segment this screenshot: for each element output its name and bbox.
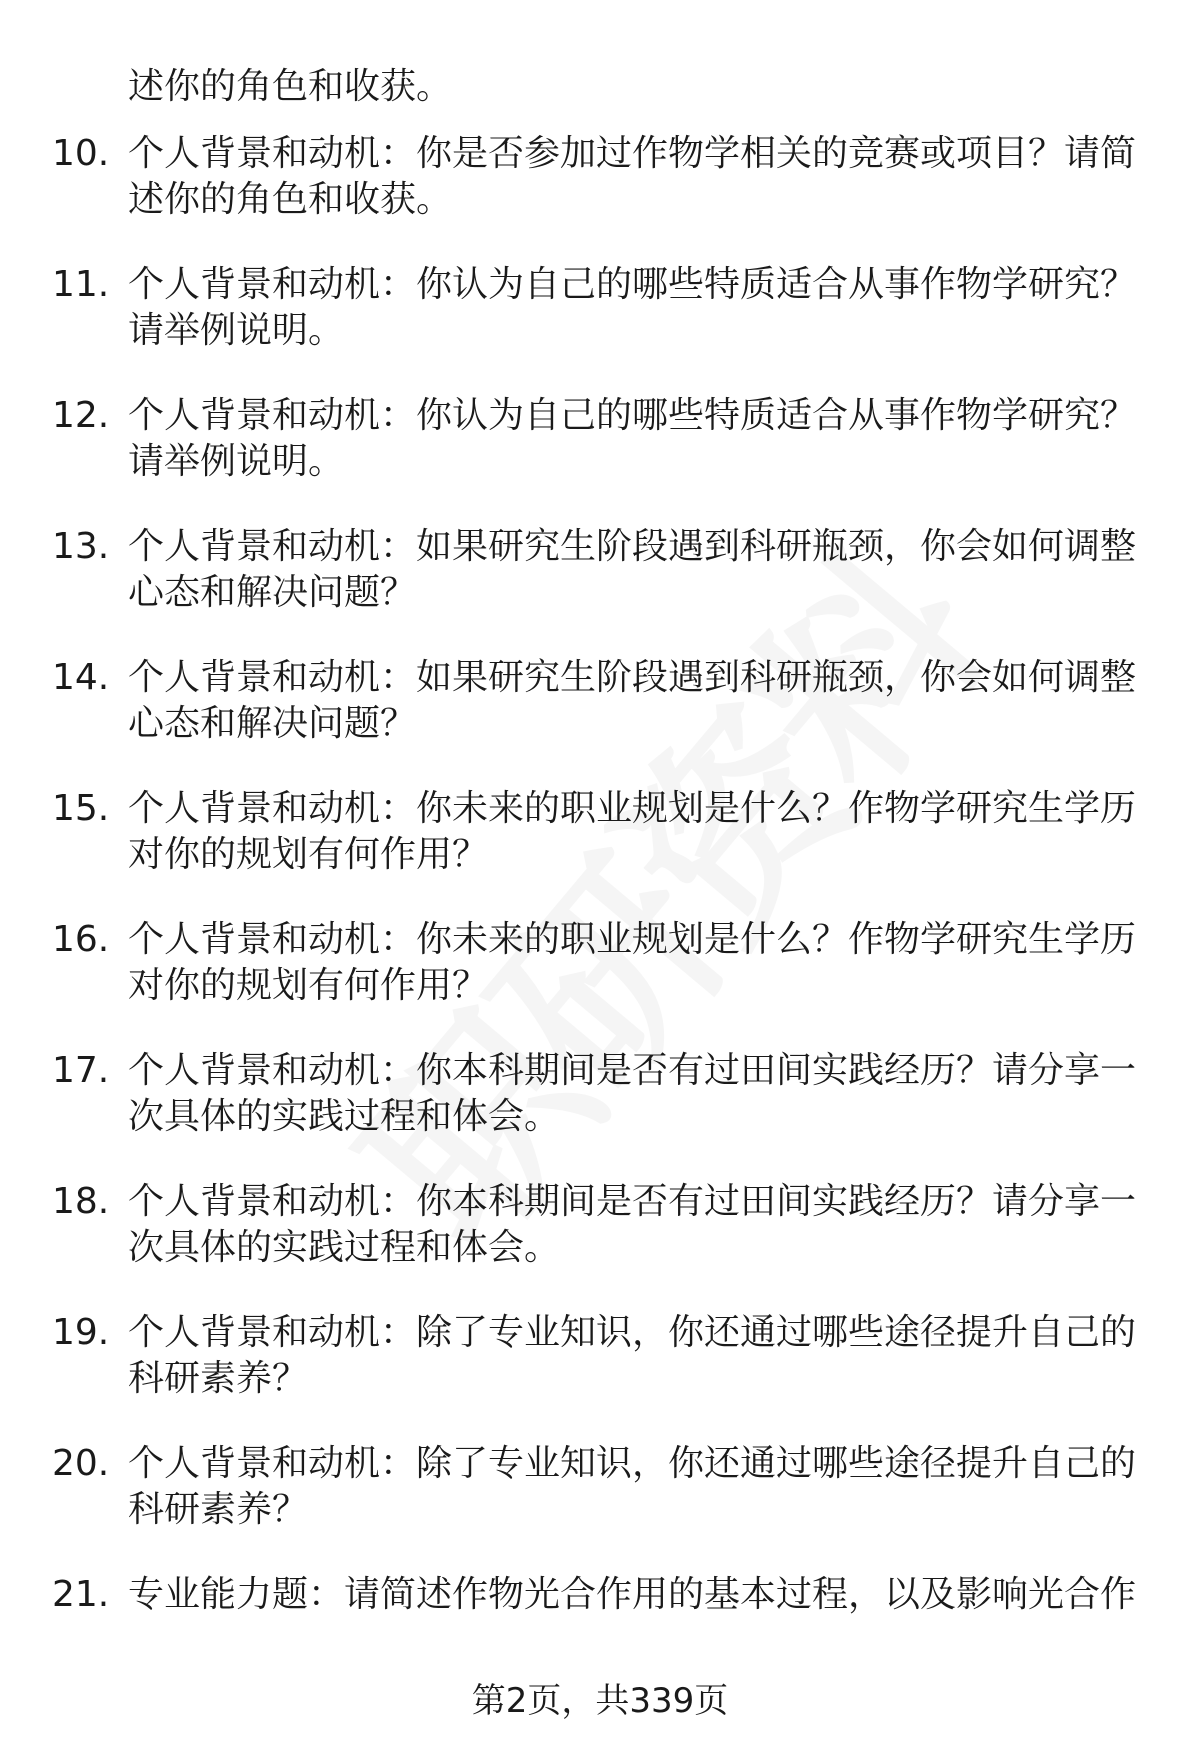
item-number: 18. [52, 1181, 110, 1222]
item-line: 科研素养？ [128, 1489, 309, 1530]
item-line: 专业能力题：请简述作物光合作用的基本过程，以及影响光合作 [128, 1574, 1137, 1615]
item-number: 16. [52, 919, 110, 960]
item-line: 个人背景和动机：除了专业知识，你还通过哪些途径提升自己的 [128, 1443, 1137, 1484]
item-line: 个人背景和动机：你本科期间是否有过田间实践经历？请分享一 [128, 1181, 1137, 1222]
item-text [128, 1572, 1138, 1618]
continuation-text: 述你的角色和收获。 [128, 66, 453, 107]
item-number: 21. [52, 1574, 110, 1615]
page-footer: 第2页，共339页 [471, 1681, 729, 1721]
item-line: 个人背景和动机：你本科期间是否有过田间实践经历？请分享一 [128, 1050, 1137, 1091]
item-text [128, 393, 1138, 485]
item-line: 个人背景和动机：如果研究生阶段遇到科研瓶颈，你会如何调整 [128, 657, 1137, 698]
item-text [128, 917, 1138, 1009]
item-line: 述你的角色和收获。 [128, 179, 453, 220]
item-text [128, 1048, 1138, 1140]
item-number: 20. [52, 1443, 110, 1484]
item-number: 14. [52, 657, 110, 698]
item-line: 个人背景和动机：你是否参加过作物学相关的竞赛或项目？请简 [128, 133, 1137, 174]
item-number: 17. [52, 1050, 110, 1091]
item-text [128, 1310, 1138, 1402]
item-text [128, 1441, 1138, 1533]
item-line: 心态和解决问题？ [128, 572, 417, 613]
item-text [128, 262, 1138, 354]
item-line: 个人背景和动机：除了专业知识，你还通过哪些途径提升自己的 [128, 1312, 1137, 1353]
item-line: 心态和解决问题？ [128, 703, 417, 744]
item-line: 请举例说明。 [128, 441, 345, 482]
item-line: 个人背景和动机：你未来的职业规划是什么？作物学研究生学历 [128, 788, 1137, 829]
item-line: 次具体的实践过程和体会。 [128, 1096, 561, 1137]
item-number: 11. [52, 264, 110, 305]
item-text [128, 655, 1138, 747]
item-line: 科研素养？ [128, 1358, 309, 1399]
item-text [128, 1179, 1138, 1271]
item-line: 个人背景和动机：如果研究生阶段遇到科研瓶颈，你会如何调整 [128, 526, 1137, 567]
item-line: 对你的规划有何作用？ [128, 834, 489, 875]
item-line: 个人背景和动机：你未来的职业规划是什么？作物学研究生学历 [128, 919, 1137, 960]
item-line: 个人背景和动机：你认为自己的哪些特质适合从事作物学研究？ [128, 395, 1137, 436]
item-number: 12. [52, 395, 110, 436]
item-number: 13. [52, 526, 110, 567]
item-text [128, 524, 1138, 616]
item-line: 请举例说明。 [128, 310, 345, 351]
item-text [128, 131, 1138, 223]
item-number: 10. [52, 133, 110, 174]
item-number: 15. [52, 788, 110, 829]
item-number: 19. [52, 1312, 110, 1353]
item-text [128, 786, 1138, 878]
item-line: 次具体的实践过程和体会。 [128, 1227, 561, 1268]
item-line: 个人背景和动机：你认为自己的哪些特质适合从事作物学研究？ [128, 264, 1137, 305]
item-line: 对你的规划有何作用？ [128, 965, 489, 1006]
